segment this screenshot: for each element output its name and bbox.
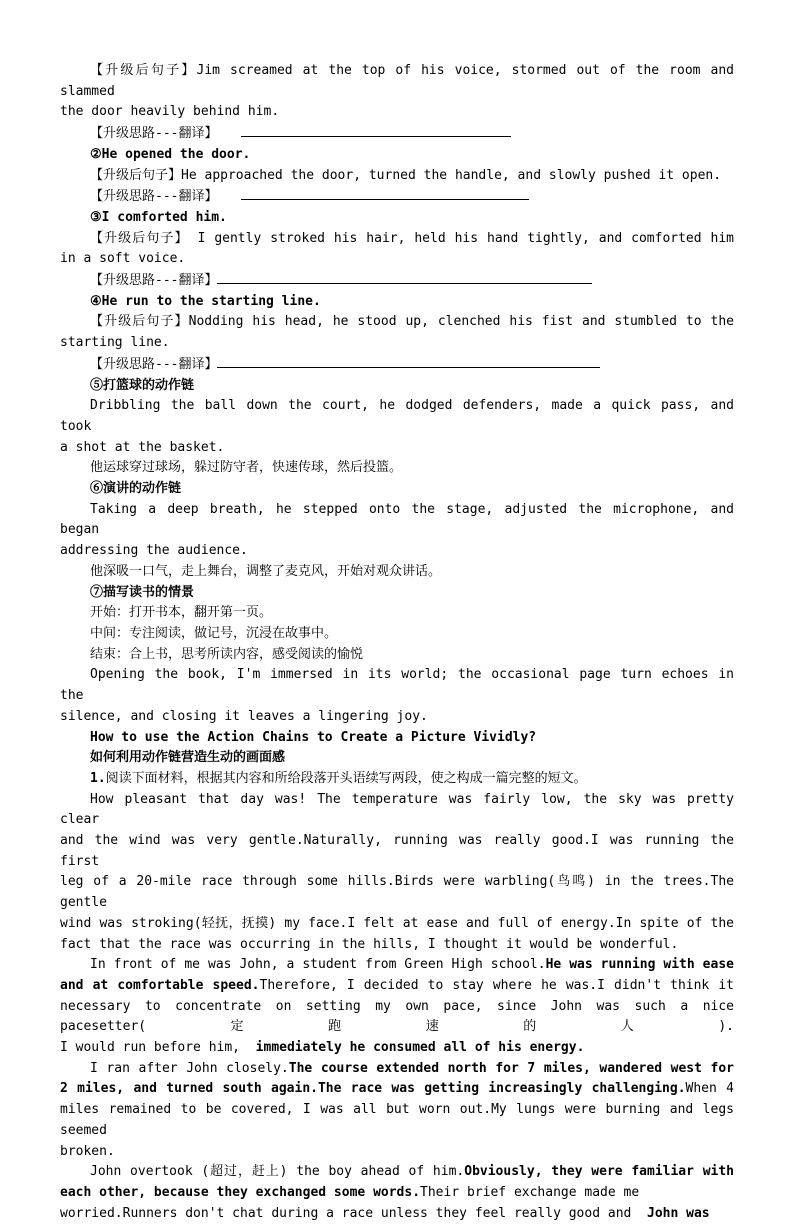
english-line: a shot at the basket. xyxy=(60,439,225,455)
answer-blank[interactable] xyxy=(217,270,592,284)
upgraded-sentence-cont: the door heavily behind him. xyxy=(60,104,280,120)
passage-line: and the wind was very gentle.Naturally, running was really good.I was running the first xyxy=(60,833,734,869)
english-line: Taking a deep breath, he stepped onto the stage, adjusted the microphone, and began xyxy=(60,501,734,538)
chinese-line: 他深吸一口气，走上舞台，调整了麦克风，开始对观众讲话。 xyxy=(90,563,442,579)
item-heading: ②He opened the door. xyxy=(90,146,251,162)
chinese-line: 他运球穿过球场，躲过防守者，快速传球，然后投篮。 xyxy=(90,460,403,476)
passage-line: How pleasant that day was! The temperature was fairly low, the sky was pretty clear xyxy=(60,791,734,828)
answer-blank[interactable] xyxy=(241,123,511,137)
passage-line: wind was stroking(轻抚，抚摸) my face.I felt at ease and full of energy.In spite of the xyxy=(60,915,734,931)
english-line: addressing the audience. xyxy=(60,543,248,559)
english-line: Dribbling the ball down the court, he dodged defenders, made a quick pass, and took xyxy=(60,398,734,434)
item-heading: ⑥演讲的动作链 xyxy=(90,481,182,497)
document-body xyxy=(60,61,734,1224)
passage-line: I would run before him, immediately he consumed all of his energy. xyxy=(60,1040,585,1056)
translation-prompt: 【升级思路---翻译】 xyxy=(60,186,734,208)
passage-line: and at comfortable speed.Therefore, I decided to stay where he was.I didn't think it xyxy=(60,977,735,993)
upgraded-sentence: 【升级后句子】Jim screamed at the top of his voice, stormed out of the room and slammed xyxy=(60,63,734,99)
answer-blank[interactable] xyxy=(217,354,600,368)
task-instruction: 1.阅读下面材料，根据其内容和所给段落开头语续写两段，使之构成一篇完整的短文。 xyxy=(90,770,587,786)
english-line: silence, and closing it leaves a lingering joy. xyxy=(60,708,428,724)
passage-line: In front of me was John, a student from Green High school.He was running with ease xyxy=(90,957,734,973)
item-heading: ④He run to the starting line. xyxy=(90,293,321,309)
upgraded-sentence: 【升级后句子】 I gently stroked his hair, held his hand tightly, and comforted him xyxy=(90,230,734,246)
chinese-line: 中间：专注阅读，做记号，沉浸在故事中。 xyxy=(90,625,338,641)
passage-line: broken. xyxy=(60,1143,115,1159)
upgraded-sentence: 【升级后句子】He approached the door, turned the handle, and slowly pushed it open. xyxy=(90,167,722,183)
translation-prompt: 【升级思路---翻译】 xyxy=(60,270,734,292)
upgraded-sentence-cont: starting line. xyxy=(60,335,170,351)
upgraded-sentence-cont: in a soft voice. xyxy=(60,251,186,267)
chinese-line: 结束：合上书，思考所读内容，感受阅读的愉悦 xyxy=(90,646,364,662)
english-line: Opening the book, I'm immersed in its world; the occasional page turn echoes in the xyxy=(60,667,734,704)
item-heading: ⑦描写读书的情景 xyxy=(90,584,195,600)
section-title-zh: 如何利用动作链营造生动的画面感 xyxy=(90,750,286,766)
answer-blank[interactable] xyxy=(241,186,529,200)
passage-line: 2 miles, and turned south again.The race was getting increasingly challenging.When 4 xyxy=(60,1081,734,1097)
item-heading: ③I comforted him. xyxy=(90,209,227,225)
section-title: How to use the Action Chains to Create a Picture Vividly? xyxy=(90,729,537,745)
passage-line: John overtook (超过，赶上) the boy ahead of him.Obviously, they were familiar with xyxy=(90,1164,734,1180)
upgraded-sentence: 【升级后句子】Nodding his head, he stood up, clenched his fist and stumbled to the xyxy=(90,314,734,330)
passage-line: each other, because they exchanged some words.Their brief exchange made me xyxy=(60,1184,640,1200)
passage-line: fact that the race was occurring in the hills, I thought it would be wonderful. xyxy=(60,936,679,952)
passage-line: necessary to concentrate on setting my own pace, since John was such a nice pacesetter(定跑速的人). xyxy=(60,998,734,1035)
passage-line: miles remained to be covered, I was all but worn out.My lungs were burning and legs seemed xyxy=(60,1102,734,1138)
item-heading: ⑤打篮球的动作链 xyxy=(90,377,195,393)
translation-prompt: 【升级思路---翻译】 xyxy=(60,123,734,145)
translation-prompt: 【升级思路---翻译】 xyxy=(60,354,734,376)
passage-line: worried.Runners don't chat during a race unless they feel really good and John was xyxy=(60,1205,710,1221)
passage-line: I ran after John closely.The course extended north for 7 miles, wandered west for xyxy=(90,1060,735,1076)
passage-line: leg of a 20-mile race through some hills.Birds were warbling(鸟鸣) in the trees.The gentle xyxy=(60,874,734,911)
chinese-line: 开始：打开书本，翻开第一页。 xyxy=(90,605,273,621)
